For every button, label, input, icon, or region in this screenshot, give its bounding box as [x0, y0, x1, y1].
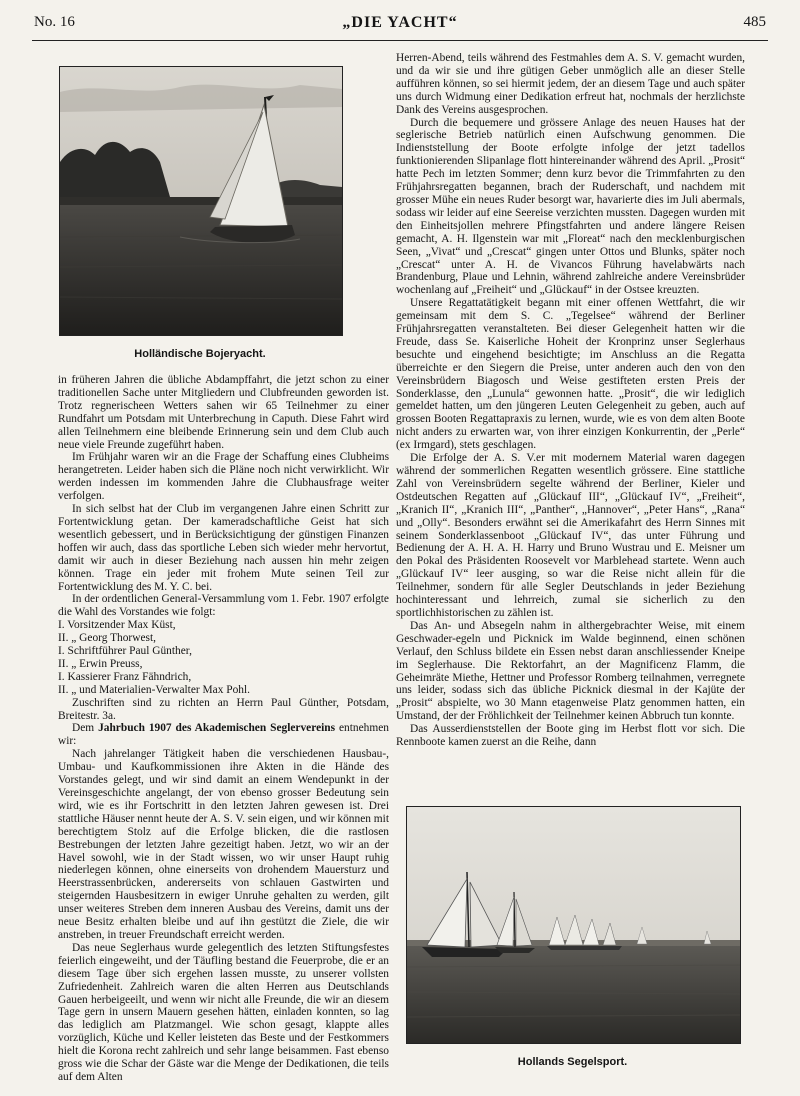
left-text-column	[58, 374, 389, 1084]
issue-number: No. 16	[34, 14, 75, 30]
paragraph: Herren-Abend, teils während des Festmahles dem A. S. V. gemacht wurden, und da wir sie und ihre gütigen Geber unmöglich alle an dieser Stelle aufführen können, so sei hiermit jedem, der an diesem Tage und auch später uns durch Widmung einer Dedikation erfreut hat, nochmals der herzlichste Dank des Vereins ausgesprochen.	[396, 52, 745, 116]
bojeryacht-image	[60, 67, 342, 335]
paragraph: in früheren Jahren die übliche Abdampffahrt, die jetzt schon zu einer traditionellen Sache unter Mitgliedern und Clubfreunden geworden ist. Trotz regnerischeen Wetters sahen wir 65 Teilnehmer zu einer Rundfahrt um Potsdam mit Unterbrechung in Caputh. Diese Fahrt wird allen Teilnehmern eine bleibende Erinnerung sein und dem Club auch neue viele Freunde zugeführt haben.	[58, 374, 389, 451]
board-member: II. „ und Materialien-Verwalter Max Pohl.	[58, 683, 250, 696]
paragraph: Unsere Regattatätigkeit begann mit einer offenen Wettfahrt, die wir gemeinsam mit dem S. C. „Tegelsee“ während der Berliner Frühjahrsregatten veranstalteten. Bei dieser Gelegenheit hatten wir die Freude, dass Se. Kaiserliche Hoheit der Kronprinz unser Seglerhaus besuchte und eingehend besichtigte; im Anschluss an die Regatta überreichte er den Siegern die Preise, unter anderen auch den von den Vereinsbrüdern Biagosch und Weise gestifteten ersten Preis der Sonderklasse, den „Lunula“ gewonnen hatte. „Prosit“, die wir lediglich gemeldet hatten, um den jüngeren Leuten Gelegenheit zu geben, auch auf grossen Booten Regattapraxis zu lernen, wurde, wie es von dem alten Boote nicht anders zu erwarten war, von ihrer einzigen Konkurrentin, der „Perle“ (ex Irmgard), stets geschlagen.	[396, 297, 745, 452]
paragraph: Durch die bequemere und grössere Anlage des neuen Hauses hat der seglerische Betrieb natürlich einen Aufschwung genommen. Die Indienststellung der Boote erfolgte infolge der jetzt tadellos funktionierenden Slipanlage flott hintereinander während des April. „Prosit“ hatte Pech im letzten Sommer; denn kurz bevor die Trimmfahrten zu den Frühjahrsregatten begannen, brach der Ruderschaft, und nachdem mit grosser Mühe ein neues Ruder besorgt war, havarierte dies im Juli abermals, sodass wir leider auf eine Seereise verzichten mussten. Dagegen wurden mit den Einheitsjollen mehrere Pfingstfahrten und andere längere Reisen gemacht, A. H. Ilgenstein war mit „Floreat“ nach den mecklenburgischen Seen, „Vivat“ und „Crescat“ gingen unter Ottos und Blunks, später noch „Crescat“ unter A. H. de Vivancos Führung havelabwärts nach Brandenburg, Plaue und Lehnin, während zahlreiche andere Vereinsbrüder wochenlang auf „Freiheit“ und „Glückauf“ in der Ostsee kreuzten.	[396, 116, 745, 297]
magazine-title: „DIE YACHT“	[342, 14, 458, 31]
paragraph: Zuschriften sind zu richten an Herrn Paul Günther, Potsdam, Breitestr. 3a.	[58, 696, 389, 722]
intro-text: Dem	[72, 722, 99, 735]
paragraph: Im Frühjahr waren wir an die Frage der Schaffung eines Clubheims herangetreten. Leider haben sich die Pläne noch nicht verwirklicht. Wir werden indessen im kommenden Jahre die Clubhausfrage weiter verfolgen.	[58, 451, 389, 503]
paragraph: Das neue Seglerhaus wurde gelegentlich des letzten Stiftungsfestes feierlich eingeweiht, und der Täufling bestand die Feuerprobe, die er an diesem Tage über sich ergehen lassen musste, zu unserer vollsten Zufriedenheit. Zahlreich waren die alten Herren aus Deutschlands Gauen herbeigeeilt, und wenn wir nicht alle Freunde, die wir an diesem Tage gern in unsern Mauern gesehen hätten, einladen konnten, so lag das lediglich am Platzmangel. Wie schon gesagt, klappte alles vorzüglich, Küche und Keller leisteten das Beste und der Festkommers hielt die Korona recht zahlreich und sehr lange beisammen. Fast ebenso gross wie die Schar der Gäste war die Menge der Dedikationen, die teils auf dem Alten	[58, 941, 389, 1083]
board-member: I. Vorsitzender Max Küst,	[58, 619, 176, 632]
board-member: II. „ Georg Thorwest,	[58, 632, 156, 645]
paragraph: Das Ausserdienststellen der Boote ging im Herbst flott vor sich. Die Rennboote kamen zuerst an die Reihe, dann	[396, 723, 745, 749]
yearbook-title: Jahrbuch 1907 des Akademischen Seglervereins	[98, 722, 336, 735]
segelsport-image	[407, 807, 740, 1043]
segelsport-caption: Hollands Segelsport.	[517, 1056, 628, 1068]
board-member: I. Schriftführer Paul Günther,	[58, 645, 192, 658]
right-text-column	[396, 52, 745, 749]
board-list	[58, 619, 389, 696]
segelsport-photo	[406, 806, 741, 1044]
board-member: I. Kassierer Franz Fähndrich,	[58, 670, 192, 683]
board-member: II. „ Erwin Preuss,	[58, 657, 143, 670]
intro-text: entnehmen wir:	[58, 722, 389, 748]
paragraph	[58, 722, 389, 748]
header-rule	[32, 40, 768, 41]
bojeryacht-photo	[59, 66, 343, 336]
bojeryacht-caption: Holländische Bojeryacht.	[134, 348, 266, 360]
page-number: 485	[743, 14, 766, 30]
paragraph: Nach jahrelanger Tätigkeit haben die verschiedenen Hausbau-, Umbau- und Kaufkommissionen ihre Akten in die Hände des Vorstandes gelegt, und wir sind damit an einem Wendepunkt in der Vereinsgeschichte angelangt, der von ebenso grosser Bedeutung sein wird, wie es ihr Fortschritt in den letzten Jahren gewesen ist. Drei stattliche Häuser nennt heute der A. S. V. sein eigen, und wir können mit berechtigtem Stolz auf die Erfolge blicken, die die rastlosen Bestrebungen der letzten Jahre gezeitigt haben. Jetzt, wo wir an der Havel sowohl, wie in der Stadt wissen, wo wir unser Haupt ruhig niederlegen können, ohne einerseits von drohendem Mauersturz und Heerstrassenbrücken, andererseits von schlauen Gastwirten und steigernden Hausbesitzern in ewiger Unruhe gehalten zu werden, gilt unser weiteres Streben dem inneren Ausbau des Vereins, damit uns der neue Besitz erhalten bleibe und auf ihn gestützt die Ziele, die wir anstreben, in treuer Freundschaft erreicht werden.	[58, 748, 389, 941]
paragraph: In der ordentlichen General-Versammlung vom 1. Febr. 1907 erfolgte die Wahl des Vorstandes wie folgt:	[58, 593, 389, 619]
paragraph: Die Erfolge der A. S. V.er mit modernem Material waren dagegen während der sommerlichen Regatten wesentlich grössere. Eine stattliche Zahl von Vereinsbrüdern segelte während der Berliner, Kieler und Ostdeutschen Regatten auf „Glückauf III“, „Glückauf IV“, „Freiheit“, „Kranich II“, „Kranich III“, „Panther“, „Hannover“, „Peter Hans“, „Rana“ und „Olly“. Besonders erwähnt sei die Amerikafahrt des Herrn Sinnes mit seinem Sonderklassenboot „Glückauf IV“, das unter Führung und Bedienung der A. H. A. H. Harry und Bruno Wustrau und E. Meisner um den Pokal des Präsidenten Roosevelt vor Marblehead startete. Wenn auch „Glückauf IV“ leer ausging, so war die Reise nicht allein für die Teilnehmer, sondern für alle Segler Deutschlands in jeder Beziehung hochinteressant und lehrreich, zumal sie sicherlich zu den sportlichhistorischen zu zählen ist.	[396, 452, 745, 619]
paragraph: Das An- und Absegeln nahm in althergebrachter Weise, mit einem Geschwader-egeln und Picknick im Walde beginnend, einen schönen Verlauf, den Schluss bildete ein Essen nebst daran anschliessender Kneipe im Seglerhause. Die Rektorfahrt, an der Magnificenz Flamm, die Geheimräte Miethe, Hettner und Professor Romberg teilnahmen, verregnete uns leider, sodass sich das übliche Picknick diesmal in der Kajüte der „Prosit“ abspielte, wo 30 Mann etagenweise Platz genommen hatten, ein Umstand, der der Fröhlichkeit der Teilnehmer keinen Abbruch tun konnte.	[396, 619, 745, 723]
paragraph: In sich selbst hat der Club im vergangenen Jahre einen Schritt zur Fortentwicklung getan. Der kameradschaftliche Geist hat sich wesentlich gebessert, und in Berücksichtigung der günstigen Finanzen hoffen wir auch, dass das sportliche Leben sich wieder mehr hervortut, damit wir auch in dieser Beziehung nach aussen hin mehr zeigen können. Trage ein jeder mit frohem Mute seinen Teil zur Fortentwicklung des M. Y. C. bei.	[58, 503, 389, 593]
